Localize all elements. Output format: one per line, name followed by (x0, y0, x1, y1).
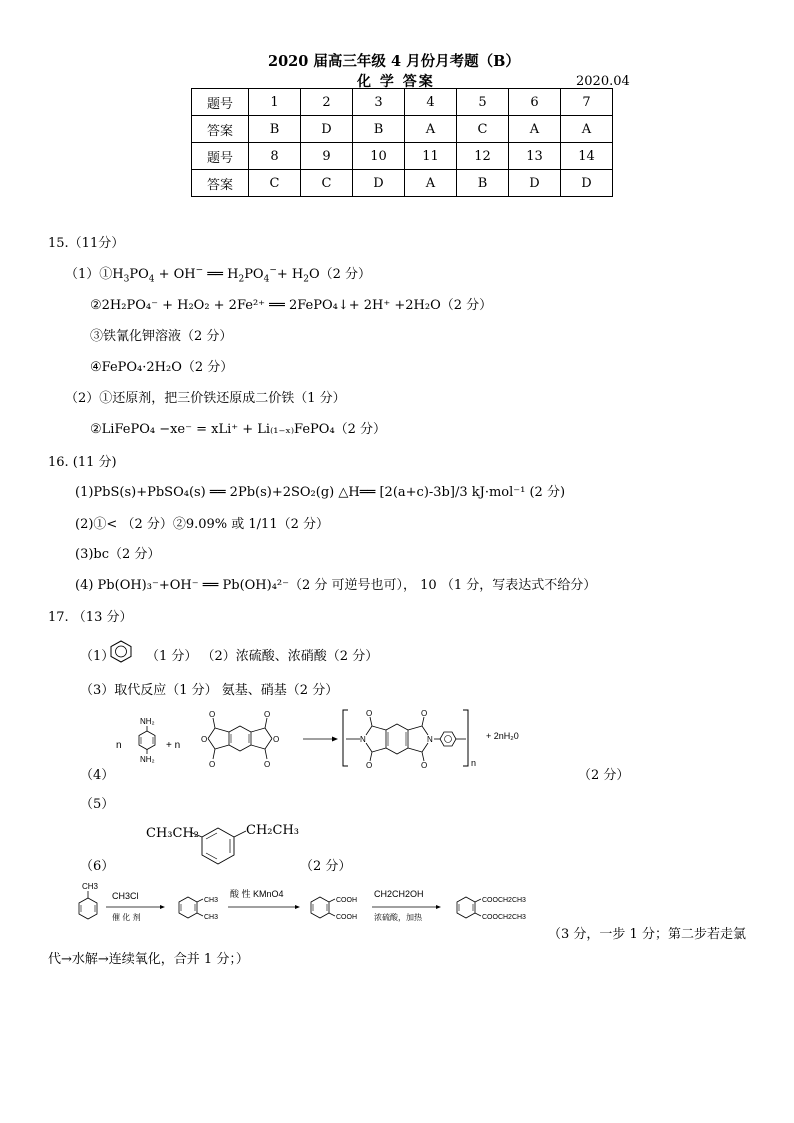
svg-text:CH3: CH3 (204, 897, 219, 904)
svg-text:O: O (366, 709, 373, 718)
byproduct-label: + 2nH₂0 (486, 731, 519, 741)
q16-line-4: (4) Pb(OH)₃⁻+OH⁻ ══ Pb(OH)₄²⁻（2 分 可逆号也可）， 10 （1 分，写表达式不给分） (75, 578, 597, 593)
q17-line-1-text: （1 分） （2）浓硫酸、浓硝酸（2 分） (146, 649, 379, 664)
svg-text:O: O (264, 710, 271, 719)
svg-text:N: N (427, 735, 433, 744)
svg-text:CH3: CH3 (82, 882, 99, 891)
svg-text:COOCH2CH3: COOCH2CH3 (482, 897, 526, 904)
q15-line-3: ③铁氰化钾溶液（2 分） (90, 329, 233, 344)
table-cell: 答案 (192, 116, 249, 143)
q16-line-1: (1)PbS(s)+PbSO₄(s) ══ 2Pb(s)+2SO₂(g) △H══ [2(a+c)-3b]/3 kJ·mol⁻¹ (2 分) (75, 485, 566, 500)
polymer-n-subscript: n (471, 758, 477, 768)
table-cell: A (509, 116, 561, 143)
q15-line-4: ④FePO₄·2H₂O（2 分） (90, 360, 234, 375)
svg-text:N: N (360, 735, 366, 744)
table-row (192, 89, 613, 116)
svg-text:O: O (209, 710, 216, 719)
table-row (192, 116, 613, 143)
table-cell: D (301, 116, 353, 143)
polymerization-reaction-diagram (110, 704, 550, 784)
q16-heading: 16. (11 分) (48, 455, 117, 470)
q17-note-1: （3 分，一步 1 分；第二步若走氯 (548, 927, 746, 942)
benzene-ring-icon (311, 897, 329, 918)
q17-5-label: （5） (80, 797, 115, 812)
exam-date: 2020.04 (576, 74, 630, 89)
table-cell: 13 (509, 143, 561, 170)
q15-heading: 15.（11分） (48, 236, 125, 251)
q17-line-2: （3）取代反应（1 分） 氨基、硝基（2 分） (80, 683, 339, 698)
q17-4-score: （2 分） (578, 768, 630, 783)
table-cell: 10 (353, 143, 405, 170)
table-cell: C (457, 116, 509, 143)
q17-heading: 17. （13 分） (48, 610, 133, 625)
table-cell: B (457, 170, 509, 197)
table-cell: C (249, 170, 301, 197)
synthesis-route-diagram (70, 878, 550, 928)
svg-text:O: O (264, 760, 271, 769)
q17-4-label: （4） (80, 768, 115, 783)
table-cell: 3 (353, 89, 405, 116)
table-cell: A (561, 116, 613, 143)
q16-line-2: (2)①< （2 分）②9.09% 或 1/11（2 分） (75, 517, 330, 532)
page-subtitle: 化 学 答案 (357, 74, 435, 90)
table-cell: 6 (509, 89, 561, 116)
svg-text:O: O (366, 761, 373, 770)
table-cell: 11 (405, 143, 457, 170)
table-row (192, 143, 613, 170)
benzene-ring-icon (79, 898, 97, 919)
table-cell: 题号 (192, 143, 249, 170)
benzene-icon (108, 639, 134, 663)
q16-line-3: (3)bc（2 分） (75, 547, 161, 562)
svg-text:COOH: COOH (336, 897, 357, 904)
table-cell: 5 (457, 89, 509, 116)
svg-text:CH3: CH3 (204, 914, 219, 921)
benzene-ring-icon (139, 731, 155, 750)
svg-text:CH3Cl: CH3Cl (112, 891, 139, 901)
coefficient-n: n (116, 740, 122, 751)
q15-line-6: ②LiFePO₄ −xe⁻ = xLi⁺ + Li₍₁₋ₓ₎FePO₄（2 分） (90, 422, 387, 437)
q15-line-5: （2）①还原剂，把三价铁还原成二价铁（1 分） (65, 391, 346, 406)
table-cell: A (405, 116, 457, 143)
table-cell: 1 (249, 89, 301, 116)
q17-line-1-label: （1） (80, 649, 115, 664)
q15-line-1: $(1)①H_3PO_4 + OH^-$ ══ $H_2PO_4^-+ H_2O(2$ 分） (65, 265, 372, 285)
table-cell: 7 (561, 89, 613, 116)
q15-line-2: ②2H₂PO₄⁻ + H₂O₂ + 2Fe²⁺ ══ 2FePO₄↓+ 2H⁺ +2H₂O（2 分） (90, 298, 493, 313)
table-cell: 9 (301, 143, 353, 170)
table-cell: D (353, 170, 405, 197)
q17-6-score: （2 分） (300, 859, 352, 874)
table-cell: 12 (457, 143, 509, 170)
table-cell: 14 (561, 143, 613, 170)
table-cell: 答案 (192, 170, 249, 197)
table-cell: C (301, 170, 353, 197)
answer-table (191, 88, 613, 197)
table-cell: B (353, 116, 405, 143)
dianhydride-structure (201, 710, 279, 769)
svg-text:催 化 剂: 催 化 剂 (112, 913, 141, 922)
svg-text:浓硫酸，加热: 浓硫酸，加热 (374, 913, 422, 922)
benzene-ring-icon (179, 897, 197, 918)
table-cell: 题号 (192, 89, 249, 116)
ethyl-left-label: CH₃CH₂ (146, 826, 199, 841)
svg-text:COOH: COOH (336, 914, 357, 921)
table-cell: 8 (249, 143, 301, 170)
plus-n: + n (166, 740, 181, 751)
svg-text:O: O (421, 761, 428, 770)
ethyl-right-label: CH₂CH₃ (246, 823, 299, 838)
table-row (192, 170, 613, 197)
q17-6-label: （6） (80, 859, 115, 874)
table-cell: B (249, 116, 301, 143)
table-cell: D (561, 170, 613, 197)
nh2-label: NH₂ (140, 755, 155, 764)
svg-text:COOCH2CH3: COOCH2CH3 (482, 914, 526, 921)
svg-text:O: O (421, 709, 428, 718)
page-title: 2020 届高三年级 4 月份月考题（B） (268, 53, 520, 70)
table-cell: D (509, 170, 561, 197)
nh2-label: NH₂ (140, 717, 155, 726)
svg-text:O: O (209, 760, 216, 769)
polyimide-structure (343, 709, 476, 770)
svg-text:O: O (273, 735, 280, 744)
table-cell: 4 (405, 89, 457, 116)
svg-text:O: O (201, 735, 208, 744)
table-cell: A (405, 170, 457, 197)
q17-note-2: 代→水解→连续氧化，合并 1 分；） (48, 952, 249, 967)
benzene-ring-icon (457, 897, 475, 918)
svg-text:CH2CH2OH: CH2CH2OH (374, 889, 424, 899)
svg-text:酸 性 KMnO4: 酸 性 KMnO4 (230, 889, 284, 899)
table-cell: 2 (301, 89, 353, 116)
